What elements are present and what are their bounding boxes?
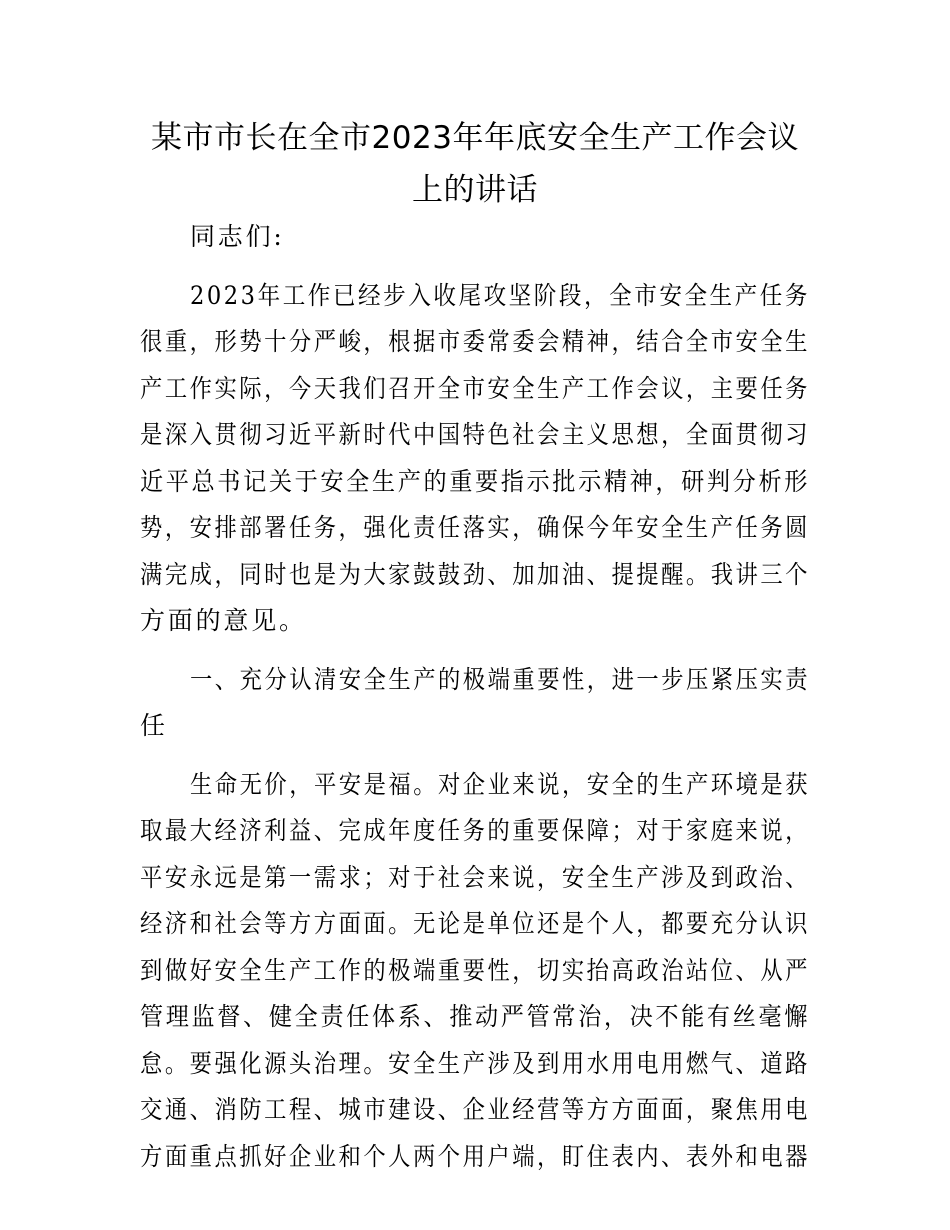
paragraph-line: 生命无价，平安是福。对企业来说，安全的生产环境是获 (190, 769, 810, 799)
paragraph-line: 取最大经济利益、完成年度任务的重要保障；对于家庭来说， (140, 816, 810, 845)
heading-line: 任 (140, 711, 168, 740)
paragraph-line: 到做好安全生产工作的极端重要性，切实抬高政治站位、从严 (140, 955, 810, 985)
paragraph-line: 管理监督、健全责任体系、推动严管常治，决不能有丝毫懈 (140, 1002, 810, 1031)
document-title (140, 112, 810, 216)
paragraph-line: 满完成，同时也是为大家鼓鼓劲、加加油、提提醒。我讲三个 (140, 559, 810, 589)
paragraph-line: 经济和社会等方方面面。无论是单位还是个人，都要充分认识 (140, 909, 810, 938)
paragraph-intro (140, 273, 810, 645)
paragraph-line: 怠。要强化源头治理。安全生产涉及到用水用电用燃气、道路 (140, 1048, 810, 1078)
paragraph-line: 方面的意见。 (140, 606, 307, 635)
document-body (140, 214, 810, 1180)
title-line-2: 上的讲话 (412, 172, 538, 208)
paragraph-line: 方面重点抓好企业和个人两个用户端，盯住表内、表外和电器 (140, 1141, 810, 1171)
paragraph-line: 产工作实际，今天我们召开全市安全生产工作会议，主要任务 (140, 373, 810, 403)
paragraph-line: 是深入贯彻习近平新时代中国特色社会主义思想，全面贯彻习 (140, 420, 810, 449)
paragraph-line: 势，安排部署任务，强化责任落实，确保今年安全生产任务圆 (140, 513, 810, 542)
paragraph-line: 近平总书记关于安全生产的重要指示批示精神，研判分析形 (140, 466, 810, 496)
paragraph-section-1 (140, 762, 810, 1181)
paragraph-line: 很重，形势十分严峻，根据市委常委会精神，结合全市安全生 (140, 327, 810, 356)
title-line-1: 某市市长在全市2023年年底安全生产工作会议 (151, 120, 799, 156)
heading-line: 一、充分认清安全生产的极端重要性，进一步压紧压实责 (190, 664, 810, 694)
section-heading-1 (140, 657, 810, 750)
salutation: 同志们: (190, 222, 285, 251)
paragraph-line: 2023年工作已经步入收尾攻坚阶段，全市安全生产任务 (190, 280, 810, 310)
paragraph-line: 交通、消防工程、城市建设、企业经营等方方面面，聚焦用电 (140, 1095, 810, 1124)
paragraph-line: 平安永远是第一需求；对于社会来说，安全生产涉及到政治、 (140, 862, 810, 892)
